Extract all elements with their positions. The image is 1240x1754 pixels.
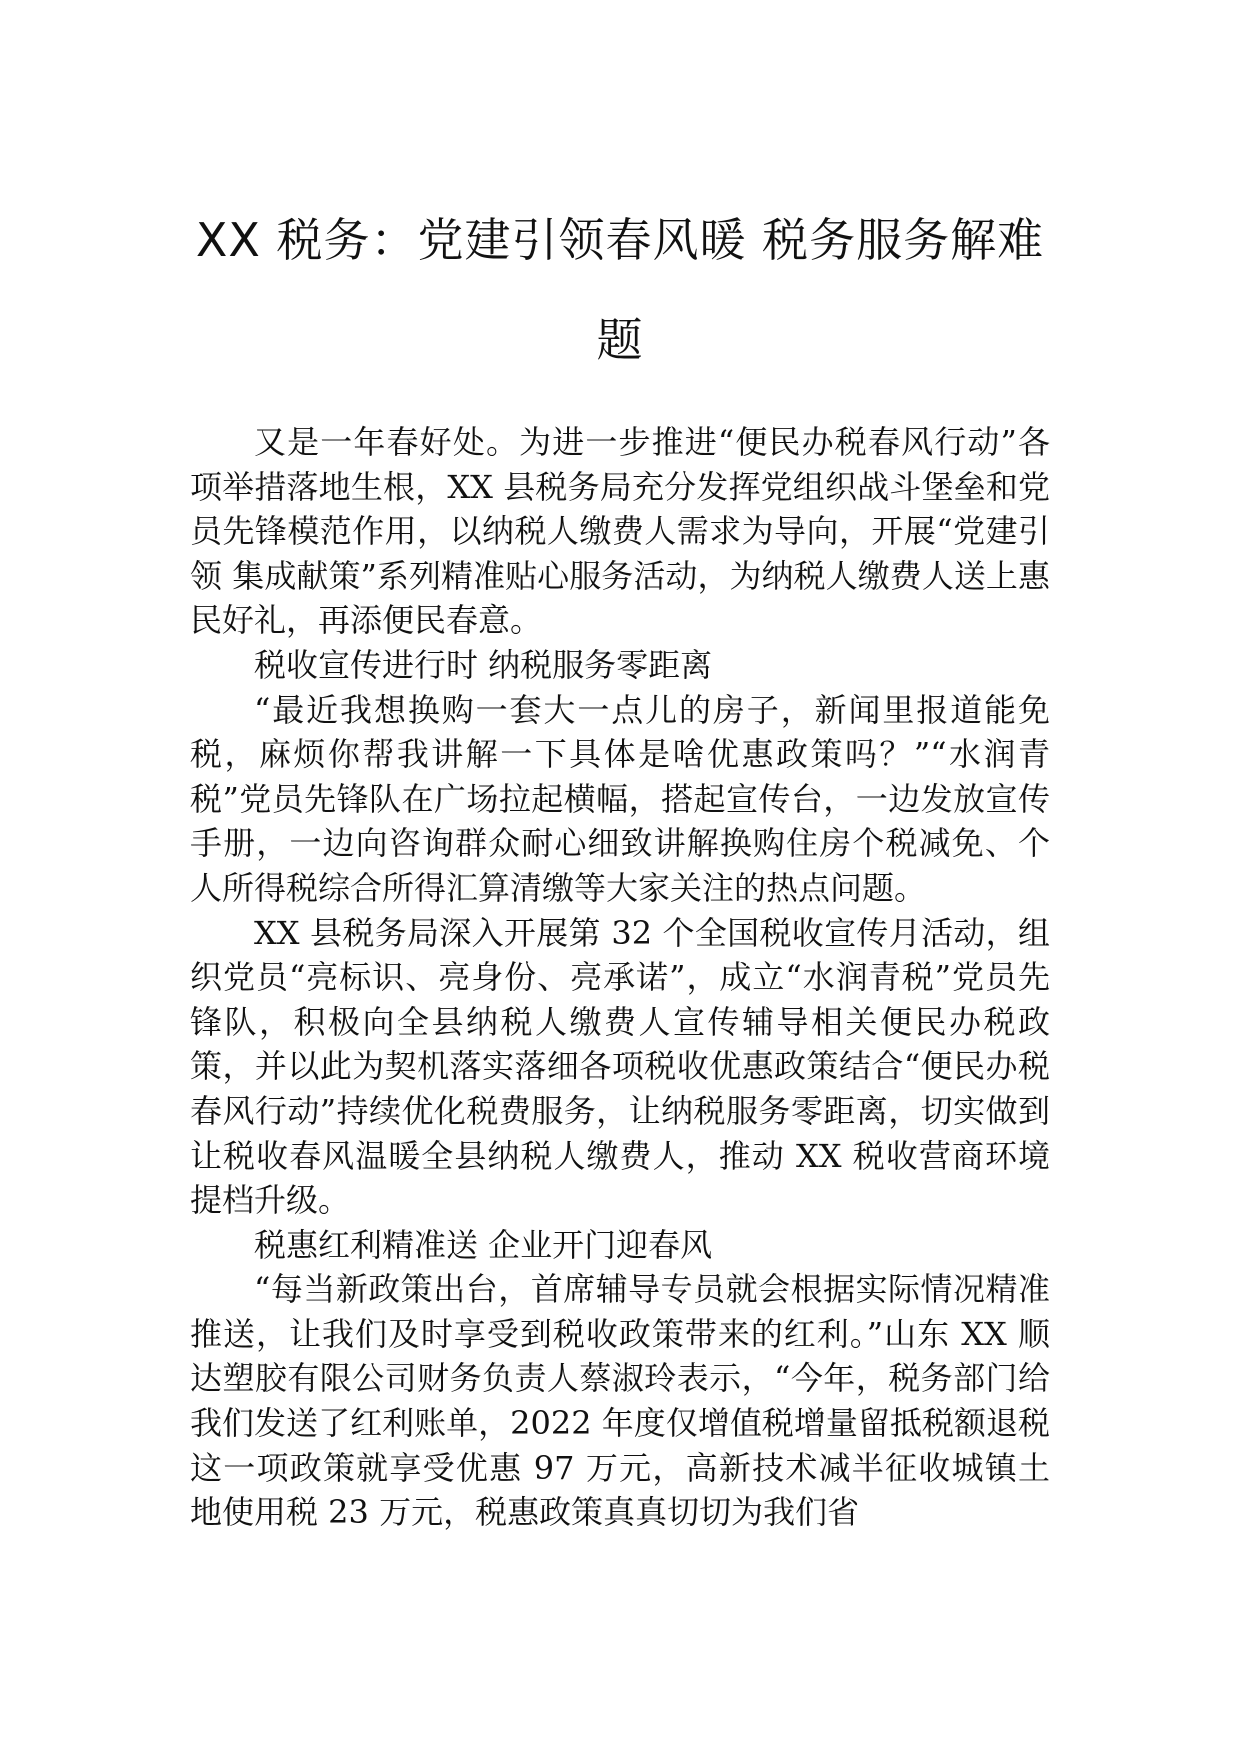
document-body <box>190 420 1050 1535</box>
document-title: XX 税务：党建引领春风暖 税务服务解难题 <box>195 213 1045 367</box>
section-heading-tax-promotion: 税收宣传进行时 纳税服务零距离 <box>254 645 713 684</box>
paragraph-quote-housing: “最近我想换购一套大一点儿的房子，新闻里报道能免税，麻烦你帮我讲解一下具体是啥优惠政策吗？”“水润青税”党员先锋队在广场拉起横幅，搭起宣传台，一边发放宣传手册，一边向咨询群众耐心细致讲解换购住房个税减免、个人所得税综合所得汇算清缴等大家关注的热点问题。 <box>190 690 1050 907</box>
paragraph-intro: 又是一年春好处。为进一步推进“便民办税春风行动”各项举措落地生根，XX 县税务局充分发挥党组织战斗堡垒和党员先锋模范作用，以纳税人缴费人需求为导向，开展“党建引领 集成献策”系列精准贴心服务活动，为纳税人缴费人送上惠民好礼，再添便民春意。 <box>190 423 1050 640</box>
paragraph-tax-month: XX 县税务局深入开展第 32 个全国税收宣传月活动，组织党员“亮标识、亮身份、亮承诺”，成立“水润青税”党员先锋队，积极向全县纳税人缴费人宣传辅导相关便民办税政策，并以此为契机落实落细各项税收优惠政策结合“便民办税春风行动”持续优化税费服务，让纳税服务零距离，切实做到让税收春风温暖全县纳税人缴费人，推动 XX 税收营商环境提档升级。 <box>190 913 1050 1220</box>
paragraph-quote-company: “每当新政策出台，首席辅导专员就会根据实际情况精准推送，让我们及时享受到税收政策带来的红利。”山东 XX 顺达塑胶有限公司财务负责人蔡淑玲表示，“今年，税务部门给我们发送了红利账单，2022 年度仅增值税增量留抵税额退税这一项政策就享受优惠 97 万元，高新技术减半征收城镇土地使用税 23 万元，税惠政策真真切切为我们省 <box>190 1270 1050 1532</box>
section-heading-tax-benefits: 税惠红利精准送 企业开门迎春风 <box>254 1225 713 1264</box>
